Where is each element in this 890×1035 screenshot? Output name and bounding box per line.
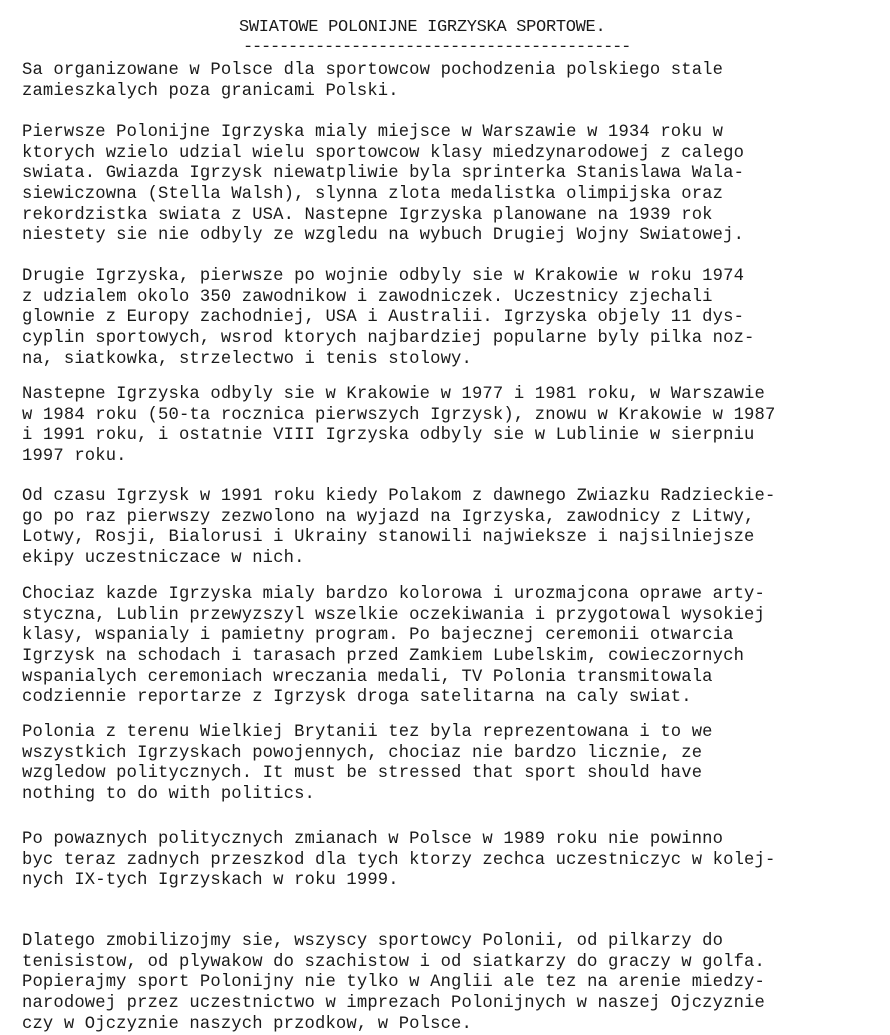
text-line: ekipy uczestniczace w nich. xyxy=(22,549,305,569)
paragraph xyxy=(22,585,882,709)
text-line: ktorych wzielo udzial wielu sportowcow klasy miedzynarodowej z calego xyxy=(22,143,745,163)
text-line: niestety sie nie odbyly ze wzgledu na wybuch Drugiej Wojny Swiatowej. xyxy=(22,226,745,246)
title-underline: ------------------------------------------- xyxy=(243,38,631,57)
paragraph xyxy=(22,267,882,370)
text-line: styczna, Lublin przewyzszyl wszelkie oczekiwania i przygotowal wysokiej xyxy=(22,605,765,625)
paragraph xyxy=(22,723,882,806)
paragraph xyxy=(22,932,882,1035)
text-line: Dlatego zmobilizojmy sie, wszyscy sportowcy Polonii, od pilkarzy do xyxy=(22,932,724,951)
text-line: na, siatkowka, strzelectwo i tenis stolowy. xyxy=(22,349,472,369)
paragraph xyxy=(22,123,882,247)
text-line: zamieszkalych poza granicami Polski. xyxy=(22,81,399,101)
text-line: Polonia z terenu Wielkiej Brytanii tez byla reprezentowana i to we xyxy=(22,723,713,742)
text-line: tenisistow, od plywakow do szachistow i od siatkarzy do graczy w golfa. xyxy=(22,952,765,972)
text-line: wzgledow politycznych. It must be stressed that sport should have xyxy=(22,764,703,784)
text-line: Od czasu Igrzysk w 1991 roku kiedy Polakom z dawnego Zwiazku Radzieckie- xyxy=(22,487,776,506)
paragraph xyxy=(22,830,882,892)
paragraph xyxy=(22,487,882,570)
text-line: siewiczowna (Stella Walsh), slynna zlota medalistka olimpijska oraz xyxy=(22,185,724,205)
text-line: czy w Ojczyznie naszych przodkow, w Polsce. xyxy=(22,1014,472,1034)
text-line: klasy, wspanialy i pamietny program. Po bajecznej ceremonii otwarcia xyxy=(22,626,734,646)
text-line: wspanialych ceremoniach wreczania medali, TV Polonia transmitowala xyxy=(22,667,713,687)
text-line: i 1991 roku, i ostatnie VIII Igrzyska odbyly sie w Lublinie w sierpniu xyxy=(22,426,755,446)
text-line: Pierwsze Polonijne Igrzyska mialy miejsce w Warszawie w 1934 roku w xyxy=(22,123,724,142)
text-line: Lotwy, Rosji, Bialorusi i Ukrainy stanowili najwieksze i najsilniejsze xyxy=(22,528,755,548)
text-line: wszystkich Igrzyskach powojennych, chociaz nie bardzo licznie, ze xyxy=(22,743,703,763)
text-line: Po powaznych politycznych zmianach w Polsce w 1989 roku nie powinno xyxy=(22,830,724,849)
text-line: 1997 roku. xyxy=(22,447,127,467)
text-line: Nastepne Igrzyska odbyly sie w Krakowie w 1977 i 1981 roku, w Warszawie xyxy=(22,385,765,404)
text-line: Drugie Igrzyska, pierwsze po wojnie odbyly sie w Krakowie w roku 1974 xyxy=(22,267,745,286)
text-line: nych IX-tych Igrzyskach w roku 1999. xyxy=(22,871,399,891)
text-line: Sa organizowane w Polsce dla sportowcow pochodzenia polskiego stale xyxy=(22,61,724,80)
text-line: z udzialem okolo 350 zawodnikow i zawodniczek. Uczestnicy zjechali xyxy=(22,287,713,307)
text-line: codziennie reportarze z Igrzysk droga satelitarna na caly swiat. xyxy=(22,688,692,708)
paragraph xyxy=(22,385,882,468)
paragraph xyxy=(22,61,882,102)
text-line: narodowej przez uczestnictwo w imprezach Polonijnych w naszej Ojczyznie xyxy=(22,994,765,1014)
text-line: go po raz pierwszy zezwolono na wyjazd na Igrzyska, zawodnicy z Litwy, xyxy=(22,507,755,527)
text-line: cyplin sportowych, wsrod ktorych najbardziej popularne byly pilka noz- xyxy=(22,329,755,349)
text-line: glownie z Europy zachodniej, USA i Australii. Igrzyska objely 11 dys- xyxy=(22,308,745,328)
text-line: rekordzistka swiata z USA. Nastepne Igrzyska planowane na 1939 rok xyxy=(22,205,713,225)
text-line: nothing to do with politics. xyxy=(22,785,315,805)
text-line: Chociaz kazde Igrzyska mialy bardzo kolorowa i urozmajcona oprawe arty- xyxy=(22,585,765,604)
text-line: swiata. Gwiazda Igrzysk niewatpliwie byla sprinterka Stanislawa Wala- xyxy=(22,164,745,184)
text-line: Popierajmy sport Polonijny nie tylko w Anglii ale tez na arenie miedzy- xyxy=(22,973,765,993)
document-title: SWIATOWE POLONIJNE IGRZYSKA SPORTOWE. xyxy=(239,18,606,37)
text-line: w 1984 roku (50-ta rocznica pierwszych Igrzysk), znowu w Krakowie w 1987 xyxy=(22,405,776,425)
text-line: Igrzysk na schodach i tarasach przed Zamkiem Lubelskim, cowieczornych xyxy=(22,647,745,667)
text-line: byc teraz zadnych przeszkod dla tych ktorzy zechca uczestniczyc w kolej- xyxy=(22,850,776,870)
